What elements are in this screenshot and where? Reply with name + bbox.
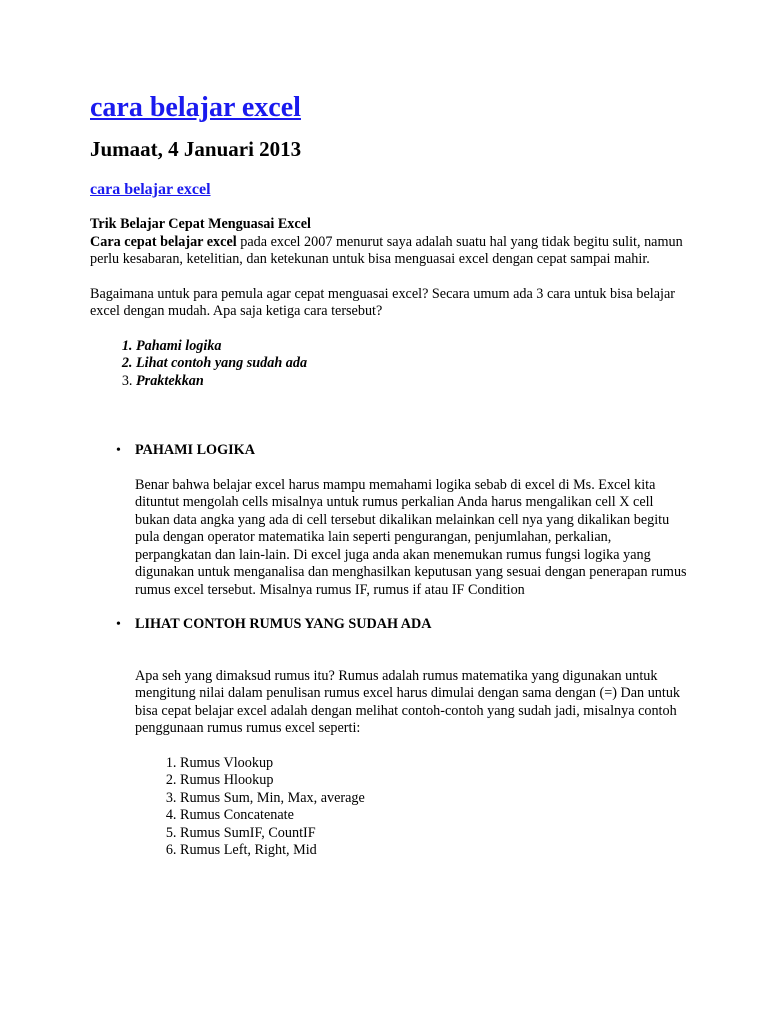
section-lihat-contoh [90, 616, 690, 738]
step-item: 3. Praktekkan [136, 373, 690, 391]
post-title-link[interactable]: cara belajar excel [90, 181, 211, 198]
rumus-item: 4. Rumus Concatenate [180, 807, 690, 825]
post-title [90, 180, 690, 200]
intro-bold-text: Cara cepat belajar excel [90, 233, 237, 250]
section-body: Apa seh yang dimaksud rumus itu? Rumus adalah rumus matematika yang digunakan untuk mengitung nilai dalam penulisan rumus excel harus dimulai dengan sama dengan (=) Dan untuk bisa cepat belajar excel adalah dengan melihat contoh-contoh yang sudah jadi, misalnya contoh penggunaan rumus rumus excel seperti: [135, 667, 681, 736]
rumus-item: 3. Rumus Sum, Min, Max, average [180, 790, 690, 808]
intro-text: pada excel 2007 menurut saya adalah suatu hal yang tidak begitu sulit, namun perlu kesabaran, ketelitian, dan ketekunan untuk bisa menguasai excel dengan cepat sampai mahir. [90, 233, 683, 267]
blog-page [90, 86, 690, 860]
section-title: LIHAT CONTOH RUMUS YANG SUDAH ADA [135, 616, 432, 632]
steps-list [90, 338, 690, 391]
section-title: PAHAMI LOGIKA [135, 442, 255, 458]
section-pahami-logika [90, 442, 690, 599]
rumus-item: 5. Rumus SumIF, CountIF [180, 825, 690, 843]
rumus-item: 1. Rumus Vlookup [180, 755, 690, 773]
blog-title-link[interactable]: cara belajar excel [90, 92, 301, 123]
post-subtitle: Trik Belajar Cepat Menguasai Excel [90, 216, 311, 232]
intro-paragraph [90, 234, 690, 269]
bullet-icon: • [116, 617, 121, 632]
blog-title [90, 86, 690, 130]
rumus-item: 2. Rumus Hlookup [180, 772, 690, 790]
step-item: 1. Pahami logika [136, 338, 690, 356]
bullet-icon: • [116, 443, 121, 458]
rumus-list [90, 755, 690, 860]
question-paragraph: Bagaimana untuk para pemula agar cepat menguasai excel? Secara umum ada 3 cara untuk bisa belajar excel dengan mudah. Apa saja ketiga cara tersebut? [90, 285, 675, 319]
rumus-item: 6. Rumus Left, Right, Mid [180, 842, 690, 860]
post-intro [90, 216, 690, 269]
step-item: 2. Lihat contoh yang sudah ada [136, 355, 690, 373]
date-header: Jumaat, 4 Januari 2013 [90, 137, 302, 161]
section-body: Benar bahwa belajar excel harus mampu memahami logika sebab di excel di Ms. Excel kita dituntut mengolah cells misalnya untuk rumus perkalian Anda harus mengalikan cell X cell bukan data angka yang ada di cell tersebut dikalikan melainkan cell nya yang dikalikan begitu pula dengan operator matematika lain seperti pengurangan, penjumlahan, perkalian, perpangkatan dan lain-lain. Di excel juga anda akan menemukan rumus fungsi logika yang digunakan untuk menganalisa dan menghasilkan keputusan yang sesuai dengan penerapan rumus rumus excel tersebut. Misalnya rumus IF, rumus if atau IF Condition [135, 476, 687, 598]
